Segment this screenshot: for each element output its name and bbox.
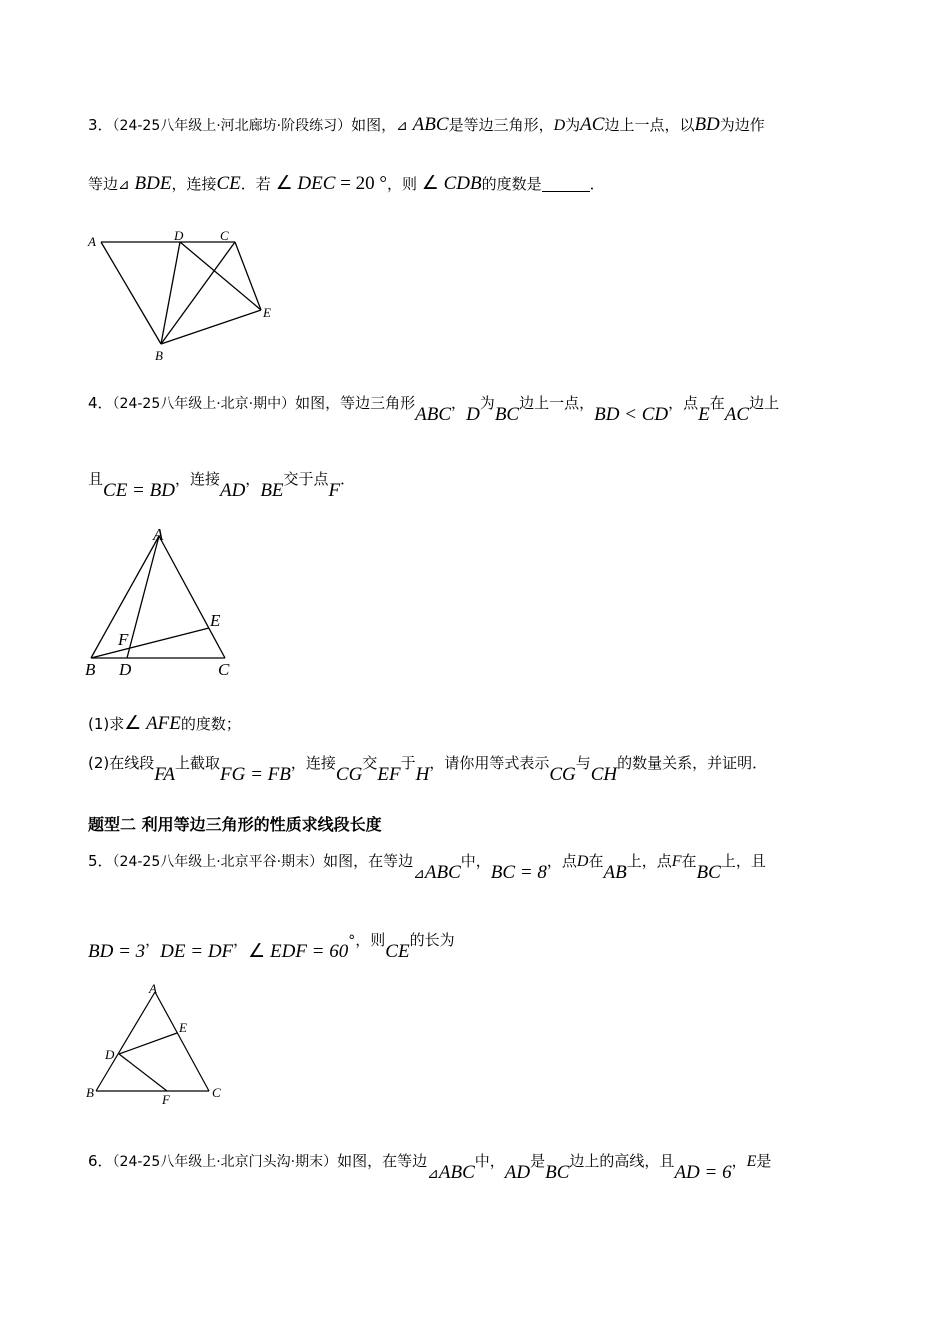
q3-line-1 <box>88 114 765 136</box>
q4-figure <box>85 522 245 682</box>
q3-text: 边上一点，以 <box>604 116 695 134</box>
math-bc: BC <box>696 862 721 883</box>
q6-text: 中， <box>474 1152 505 1170</box>
q3-figure <box>85 228 285 368</box>
answer-blank[interactable] <box>542 191 590 192</box>
section-heading: 题型二 利用等边三角形的性质求线段长度 <box>88 815 382 834</box>
q4-text: 的度数； <box>180 715 241 733</box>
q3-text: 的度数是 <box>481 175 542 193</box>
segment-ac <box>155 992 209 1091</box>
q6-text: 是 <box>530 1152 546 1170</box>
q5-text: 如图，在等边 <box>323 852 414 870</box>
triangle-symbol: ⊿ <box>118 177 130 193</box>
math-d: D <box>553 117 566 134</box>
point-label-b: B <box>155 348 163 363</box>
segment-de <box>180 242 261 310</box>
math-ad: AD <box>504 1162 531 1183</box>
q4-text: 边上 <box>749 394 780 412</box>
math-cdb: CDB <box>443 173 482 194</box>
math-h: H <box>415 764 430 785</box>
math-ef: EF <box>377 764 401 785</box>
q3-text: ． <box>589 175 605 193</box>
q3-text: ，则 <box>387 175 418 193</box>
q6-text: 是 <box>756 1152 772 1170</box>
point-label-e: E <box>179 1020 187 1035</box>
q5-text: ，点 <box>546 852 577 870</box>
q4-text: 为 <box>479 394 495 412</box>
q4-text: ． <box>340 470 356 488</box>
math-f: F <box>671 853 682 870</box>
q4-text: 边上一点， <box>519 394 595 412</box>
math-bde: BDE <box>134 173 172 194</box>
q5-figure <box>85 980 235 1110</box>
math-ce-eq-bd: CE = BD <box>103 480 175 501</box>
math-ad-eq-6: AD = 6 <box>674 1162 732 1183</box>
q4-part-1 <box>88 712 241 735</box>
triangle-symbol: ⊿ <box>413 866 425 882</box>
point-label-d: D <box>119 660 132 679</box>
q3-number: 3． <box>88 116 113 134</box>
math-e: E <box>698 404 710 425</box>
angle-symbol: ∠ <box>275 173 293 194</box>
math-be: BE <box>260 480 284 501</box>
q4-part-2 <box>88 752 768 785</box>
q5-line-2 <box>88 928 455 962</box>
q5-line-1 <box>88 850 766 883</box>
q6-text: ， <box>731 1152 747 1170</box>
math-cg: CG <box>335 764 363 785</box>
q6-line-1 <box>88 1150 772 1183</box>
point-label-e: E <box>210 611 221 630</box>
q3-text: 为边作 <box>719 116 765 134</box>
q3-line-2 <box>88 172 605 195</box>
q4-source: （24-25八年级上·北京·期中） <box>112 396 296 412</box>
math-ac: AC <box>724 404 750 425</box>
point-label-d: D <box>105 1047 115 1062</box>
q3-text: 是等边三角形， <box>448 116 554 134</box>
q3-text: 如图， <box>351 116 397 134</box>
q5-text: 上，且 <box>720 852 766 870</box>
triangle-symbol: ⊿ <box>396 118 408 134</box>
math-bc: BC <box>545 1162 570 1183</box>
math-value: = 20 ° <box>340 173 387 194</box>
math-bd-eq-3: BD = 3 <box>88 941 146 962</box>
q5-text: ， <box>145 931 161 949</box>
q5-text: ，则 <box>355 931 386 949</box>
math-bc-eq-8: BC = 8 <box>490 862 547 883</box>
point-label-f: F <box>162 1092 170 1107</box>
point-label-c: C <box>220 228 229 243</box>
segment-de <box>119 1033 177 1054</box>
q5-text: 的长为 <box>409 931 455 949</box>
angle-symbol: ∠ <box>421 173 439 194</box>
segment-ab <box>101 242 161 344</box>
q4-text: ， <box>245 470 261 488</box>
point-label-c: C <box>212 1085 221 1100</box>
q4-text: 的数量关系，并证明． <box>617 754 768 772</box>
point-label-a: A <box>149 981 157 996</box>
math-bd: BD <box>694 114 720 135</box>
math-ce: CE <box>385 941 410 962</box>
q4-text: ， <box>451 394 467 412</box>
math-d: D <box>466 404 480 425</box>
q6-text: 边上的高线，且 <box>569 1152 675 1170</box>
q4-text: ，连接 <box>174 470 220 488</box>
q5-source: （24-25八年级上·北京平谷·期末） <box>112 854 324 870</box>
math-bc: BC <box>494 404 520 425</box>
math-edf-eq-60: EDF = 60 <box>270 941 349 962</box>
q4-text: (2)在线段 <box>88 754 155 772</box>
q4-text: 于 <box>400 754 416 772</box>
math-ab: AB <box>603 862 627 883</box>
q4-text: ，连接 <box>290 754 336 772</box>
q4-text: 且 <box>88 470 104 488</box>
q4-text: ，请你用等式表示 <box>429 754 550 772</box>
q4-text: 与 <box>575 754 591 772</box>
math-de-eq-df: DE = DF <box>160 941 234 962</box>
q5-text: 在 <box>588 852 604 870</box>
q4-text: 在 <box>709 394 725 412</box>
q3-text: 等边 <box>88 175 119 193</box>
segment-be <box>91 628 209 658</box>
point-label-a: A <box>88 234 96 249</box>
q4-text: ，点 <box>668 394 699 412</box>
q4-number: 4． <box>88 394 113 412</box>
q5-text: 中， <box>460 852 491 870</box>
math-cg: CG <box>549 764 576 785</box>
math-ac: AC <box>580 114 605 135</box>
angle-symbol: ∠ <box>124 713 142 734</box>
math-abc: ABC <box>412 114 449 135</box>
q3-text: 为 <box>565 116 581 134</box>
q5-number: 5． <box>88 852 113 870</box>
triangle-symbol: ⊿ <box>427 1166 439 1182</box>
q4-text: 交于点 <box>283 470 329 488</box>
math-ch: CH <box>590 764 618 785</box>
math-d: D <box>576 853 589 870</box>
q5-text: 在 <box>681 852 697 870</box>
math-fg-eq-fb: FG = FB <box>220 764 291 785</box>
segment-be <box>161 310 261 344</box>
math-abc: ABC <box>424 862 461 883</box>
point-label-c: C <box>218 660 230 679</box>
q5-text: ， <box>233 931 249 949</box>
segment-ab <box>96 992 155 1091</box>
point-label-b: B <box>85 660 96 679</box>
q6-source: （24-25八年级上·北京门头沟·期末） <box>112 1154 338 1170</box>
q4-text: 如图，等边三角形 <box>295 394 416 412</box>
q6-text: 如图，在等边 <box>337 1152 428 1170</box>
q5-text: 上，点 <box>626 852 672 870</box>
segment-df <box>119 1054 167 1091</box>
point-label-a: A <box>153 525 164 544</box>
q4-line-2 <box>88 468 356 501</box>
math-abc: ABC <box>438 1162 475 1183</box>
math-fa: FA <box>154 764 176 785</box>
math-afe: AFE <box>146 713 181 734</box>
q4-text: 上截取 <box>175 754 221 772</box>
segment-bd <box>161 242 180 344</box>
math-bd-lt-cd: BD < CD <box>594 404 669 425</box>
q3-source: （24-25八年级上·河北廊坊·阶段练习） <box>112 118 352 134</box>
q6-number: 6． <box>88 1152 113 1170</box>
segment-ad <box>127 536 159 658</box>
math-abc: ABC <box>415 404 452 425</box>
q4-text: (1)求 <box>88 715 125 733</box>
math-e: E <box>746 1153 757 1170</box>
math-ce: CE <box>216 173 241 194</box>
q3-text: ．若 <box>240 175 271 193</box>
math-dec: DEC <box>297 173 336 194</box>
math-f: F <box>328 480 341 501</box>
math-ad: AD <box>219 480 246 501</box>
q4-text: 交 <box>362 754 378 772</box>
point-label-b: B <box>86 1085 94 1100</box>
point-label-f: F <box>118 630 129 649</box>
angle-symbol: ∠ <box>248 941 266 962</box>
q3-text: ，连接 <box>171 175 217 193</box>
degree-symbol: ° <box>348 933 356 949</box>
segment-ac <box>159 536 225 658</box>
point-label-e: E <box>263 305 271 320</box>
q4-line-1 <box>88 392 780 425</box>
point-label-d: D <box>174 228 184 243</box>
